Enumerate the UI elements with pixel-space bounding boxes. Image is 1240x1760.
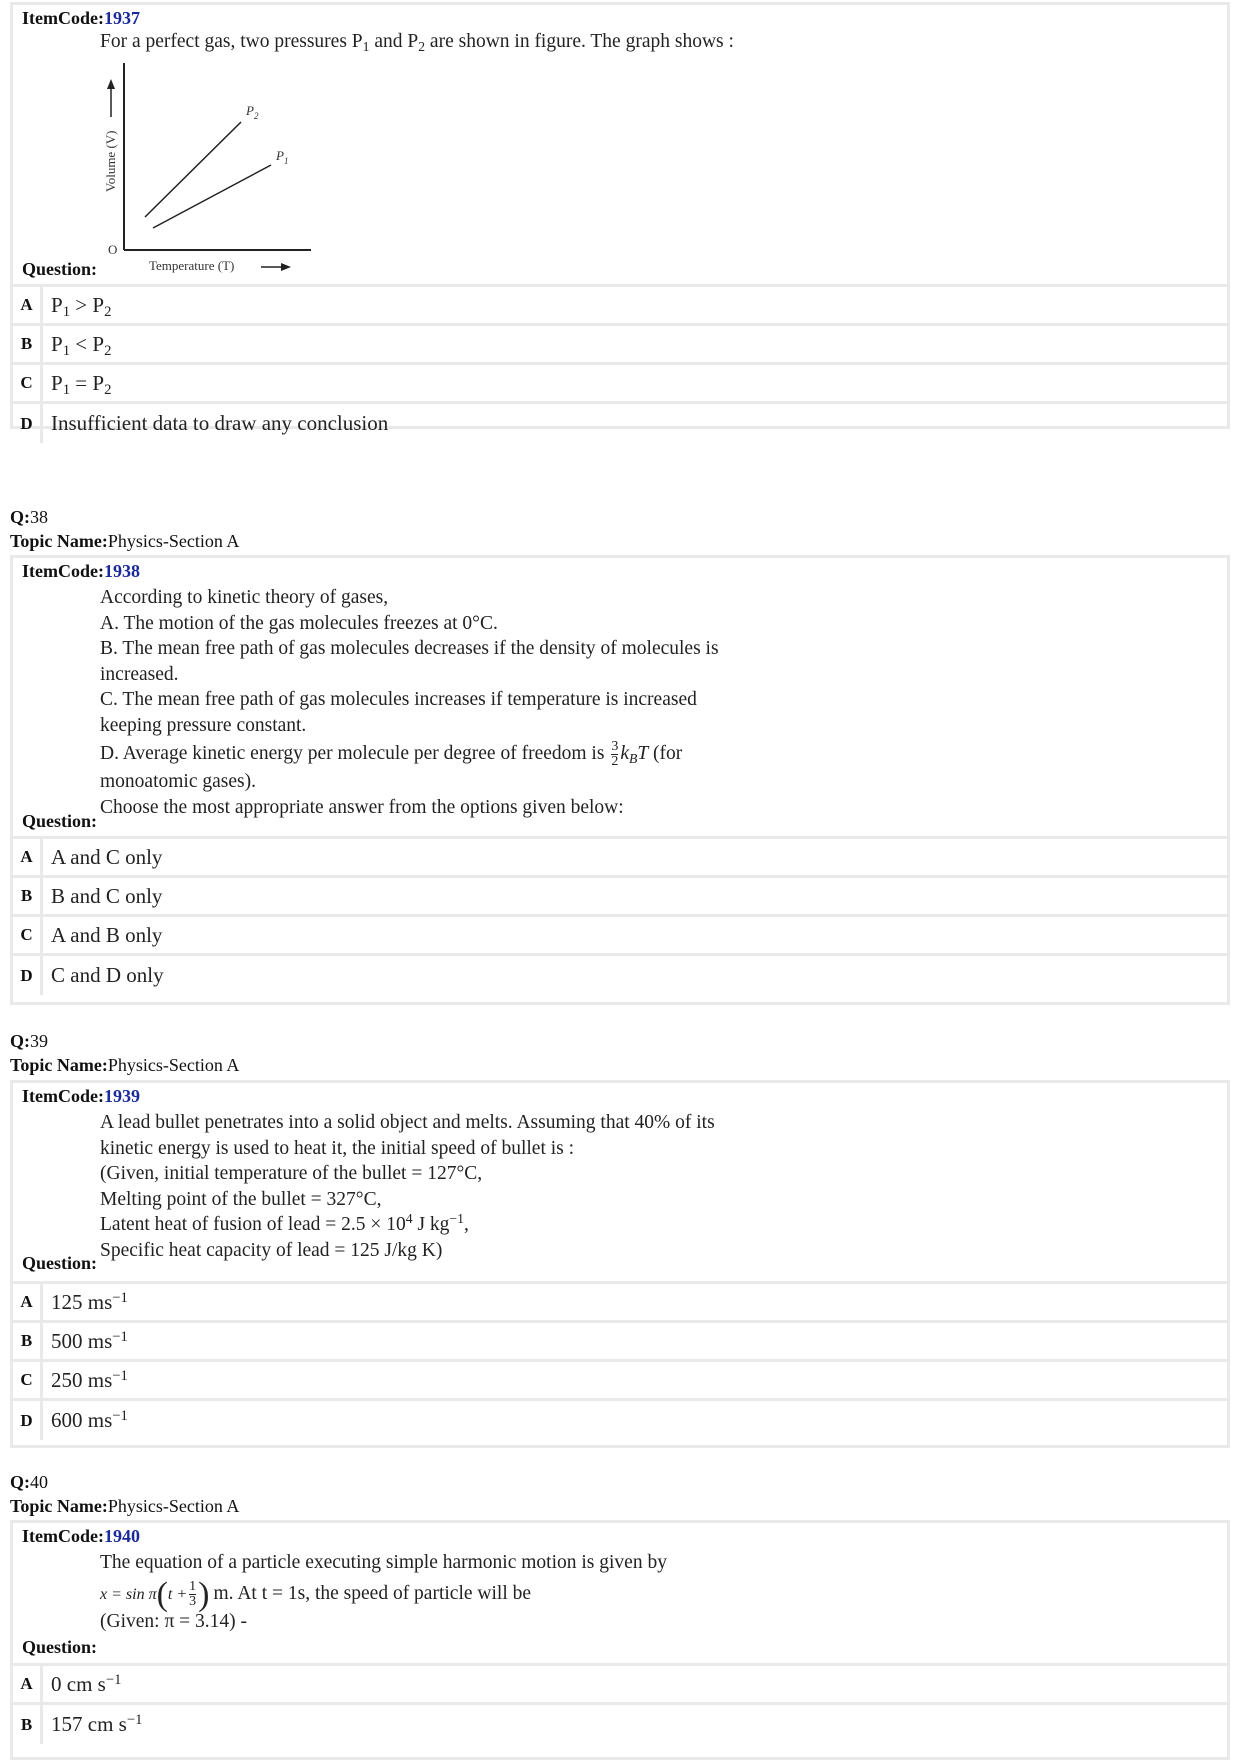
option-text: C and D only	[51, 963, 164, 987]
option-letter: B	[13, 1323, 43, 1359]
y-axis-label: Volume (V)	[103, 130, 118, 192]
option-b[interactable]	[13, 326, 1227, 365]
option-text: 600 $ms^{-1}$	[51, 1408, 128, 1432]
option-letter: D	[13, 956, 43, 995]
option-a[interactable]	[13, 1666, 1227, 1705]
question-header-40: Q:40	[10, 1472, 48, 1492]
option-text: 500 $ms^{-1}$	[51, 1328, 128, 1353]
question-header-38: Q:38	[10, 507, 48, 527]
question-card-1938	[10, 555, 1230, 1005]
option-letter: A	[13, 1284, 43, 1320]
topic-name-38: Topic Name:Physics-Section A	[10, 531, 240, 551]
option-a[interactable]	[13, 1284, 1227, 1323]
option-d[interactable]	[13, 1401, 1227, 1440]
question-card-1939	[10, 1080, 1230, 1448]
options-list	[13, 1663, 1227, 1744]
option-letter: B	[13, 878, 43, 914]
question-text: For a perfect gas, two pressures $P_1$ and $P_2$ are shown in figure. The graph shows :	[100, 31, 734, 54]
option-letter: D	[13, 1401, 43, 1440]
option-c[interactable]	[13, 1362, 1227, 1401]
option-text: 157 cm $s^{-1}$	[51, 1712, 143, 1736]
option-b[interactable]	[13, 1705, 1227, 1744]
option-text: 250 $ms^{-1}$	[51, 1367, 128, 1392]
question-header-39: Q:39	[10, 1031, 48, 1051]
option-text: Insufficient data to draw any conclusion	[51, 411, 389, 435]
y-arrowhead	[107, 79, 115, 89]
question-label: Question:	[22, 259, 98, 279]
option-letter: C	[13, 917, 43, 953]
x-arrowhead	[281, 263, 291, 271]
volume-temperature-graph	[101, 57, 331, 282]
option-text: A and C only	[51, 844, 163, 869]
option-letter: C	[13, 365, 43, 401]
item-code: ItemCode:1939	[22, 1086, 140, 1106]
origin-label: O	[108, 242, 118, 257]
item-code: ItemCode:1937	[22, 8, 140, 28]
option-text: $P_1 > P_2$	[51, 292, 112, 320]
option-a[interactable]	[13, 287, 1227, 326]
option-letter: B	[13, 1705, 43, 1744]
x-axis-label: Temperature (T)	[149, 258, 235, 273]
option-text: 125 $ms^{-1}$	[51, 1289, 128, 1314]
option-letter: B	[13, 326, 43, 362]
option-text: A and B only	[51, 922, 163, 947]
question-card-1937	[10, 2, 1230, 435]
options-list	[13, 836, 1227, 995]
option-d[interactable]	[13, 956, 1227, 995]
question-text: The equation of a particle executing simple harmonic motion is given by x = sin π(t + $\frac{1}{3}$ ) m. At t = 1s, the speed of particle will be (Given: π = 3.14) -	[100, 1552, 667, 1632]
option-letter: A	[13, 287, 43, 323]
option-c[interactable]	[13, 917, 1227, 956]
option-b[interactable]	[13, 878, 1227, 917]
question-label: Question:	[22, 1253, 98, 1273]
option-d[interactable]	[13, 404, 1227, 443]
question-text: A lead bullet penetrates into a solid object and melts. Assuming that 40% of its kinetic energy is used to heat it, the initial speed of bullet is : (Given, initial temperature of the bullet = 127°C, Melting point of the bullet = 327°C, Latent heat of fusion of lead = $2.5 \times 10^4$ J $kg^{-1}$, Specific heat capacity of lead = 125 J/kg K)	[100, 1112, 715, 1261]
option-text: $P_1 = P_2$	[51, 370, 112, 398]
question-text: According to kinetic theory of gases, A. The motion of the gas molecules freezes at 0°C. B. The mean free path of gas molecules decreases if the density of molecules is increased. C. The mean free path of gas molecules increases if temperature is increased keeping pressure constant. D. Average kinetic energy per molecule per degree of freedom is $\frac{3}{2}$ $k_BT$ (for monoatomic gases). Choose the most appropriate answer from the options given below:	[100, 587, 719, 818]
topic-name-39: Topic Name:Physics-Section A	[10, 1055, 240, 1075]
option-text: $P_1 < P_2$	[51, 331, 112, 359]
question-label: Question:	[22, 1637, 98, 1657]
option-text: 0 cm $s^{-1}$	[51, 1671, 122, 1696]
label-p2: $P_2$	[246, 103, 259, 121]
option-letter: A	[13, 839, 43, 875]
option-text: B and C only	[51, 883, 163, 908]
item-code: ItemCode:1940	[22, 1526, 140, 1546]
option-letter: A	[13, 1666, 43, 1702]
option-a[interactable]	[13, 839, 1227, 878]
options-list	[13, 1281, 1227, 1440]
line-p2	[145, 122, 241, 217]
item-code: ItemCode:1938	[22, 561, 140, 581]
line-p1	[153, 165, 271, 228]
topic-name-40: Topic Name:Physics-Section A	[10, 1496, 240, 1516]
question-label: Question:	[22, 811, 98, 831]
option-b[interactable]	[13, 1323, 1227, 1362]
option-letter: C	[13, 1362, 43, 1398]
option-c[interactable]	[13, 365, 1227, 404]
label-p1: $P_1$	[276, 148, 289, 166]
options-list	[13, 284, 1227, 443]
option-letter: D	[13, 404, 43, 443]
question-card-1940	[10, 1520, 1230, 1760]
